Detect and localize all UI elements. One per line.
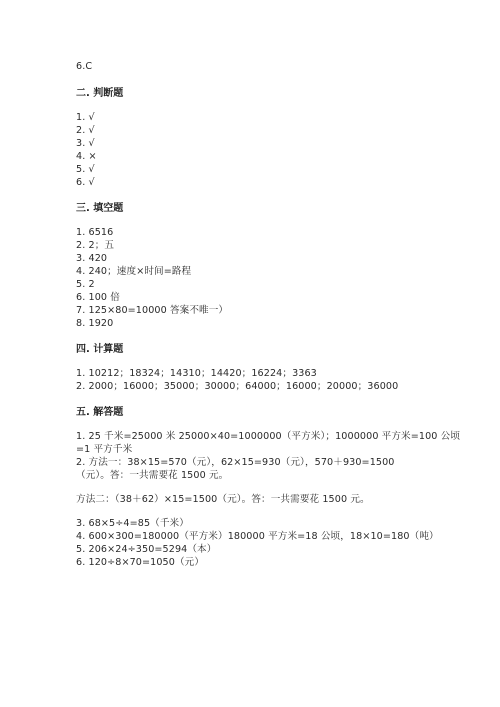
solve-line: 6. 120÷8×70=1050（元） [76,557,205,568]
judge-item: 1. √ [76,112,95,123]
fill-item: 2. 2；五 [76,240,115,251]
calc-item: 2. 2000；16000；35000；30000；64000；16000；20000；36000 [76,381,399,392]
solve-line: =1 平方千米 [76,444,133,455]
solve-line: 1. 25 千米=25000 米 25000×40=1000000（平方米）；1000000 平方米=100 公顷 [76,431,461,442]
judge-item: 2. √ [76,125,95,136]
fill-item: 1. 6516 [76,227,114,238]
solve-line: 4. 600×300=180000（平方米）180000 平方米=18 公顷，18×10=180（吨） [76,531,439,542]
fill-item: 4. 240；速度×时间=路程 [76,266,192,277]
judge-item: 6. √ [76,177,95,188]
fill-item: 5. 2 [76,279,95,290]
section-title-judge: 二. 判断题 [76,88,124,99]
fill-item: 6. 100 倍 [76,292,120,303]
solve-line: 2. 方法一：38×15=570（元），62×15=930（元），570＋930=1500 [76,457,395,468]
answer-6-choice: 6.C [76,61,93,72]
section-title-fill: 三. 填空题 [76,203,124,214]
calc-item: 1. 10212；18324；14310；14420；16224；3363 [76,368,317,379]
solve-line: 方法二：（38＋62）×15=1500（元）。答：一共需要花 1500 元。 [76,494,370,505]
judge-item: 3. √ [76,138,95,149]
section-title-solve: 五. 解答题 [76,407,124,418]
solve-line: （元）。答：一共需要花 1500 元。 [76,470,229,481]
fill-item: 3. 420 [76,253,108,264]
judge-item: 5. √ [76,164,95,175]
section-title-calc: 四. 计算题 [76,344,124,355]
solve-line: 3. 68×5÷4=85（千米） [76,518,189,529]
fill-item: 8. 1920 [76,318,114,329]
solve-line: 5. 206×24÷350=5294（本） [76,544,217,555]
fill-item: 7. 125×80=10000 答案不唯一） [76,305,229,316]
judge-item: 4. × [76,151,97,162]
